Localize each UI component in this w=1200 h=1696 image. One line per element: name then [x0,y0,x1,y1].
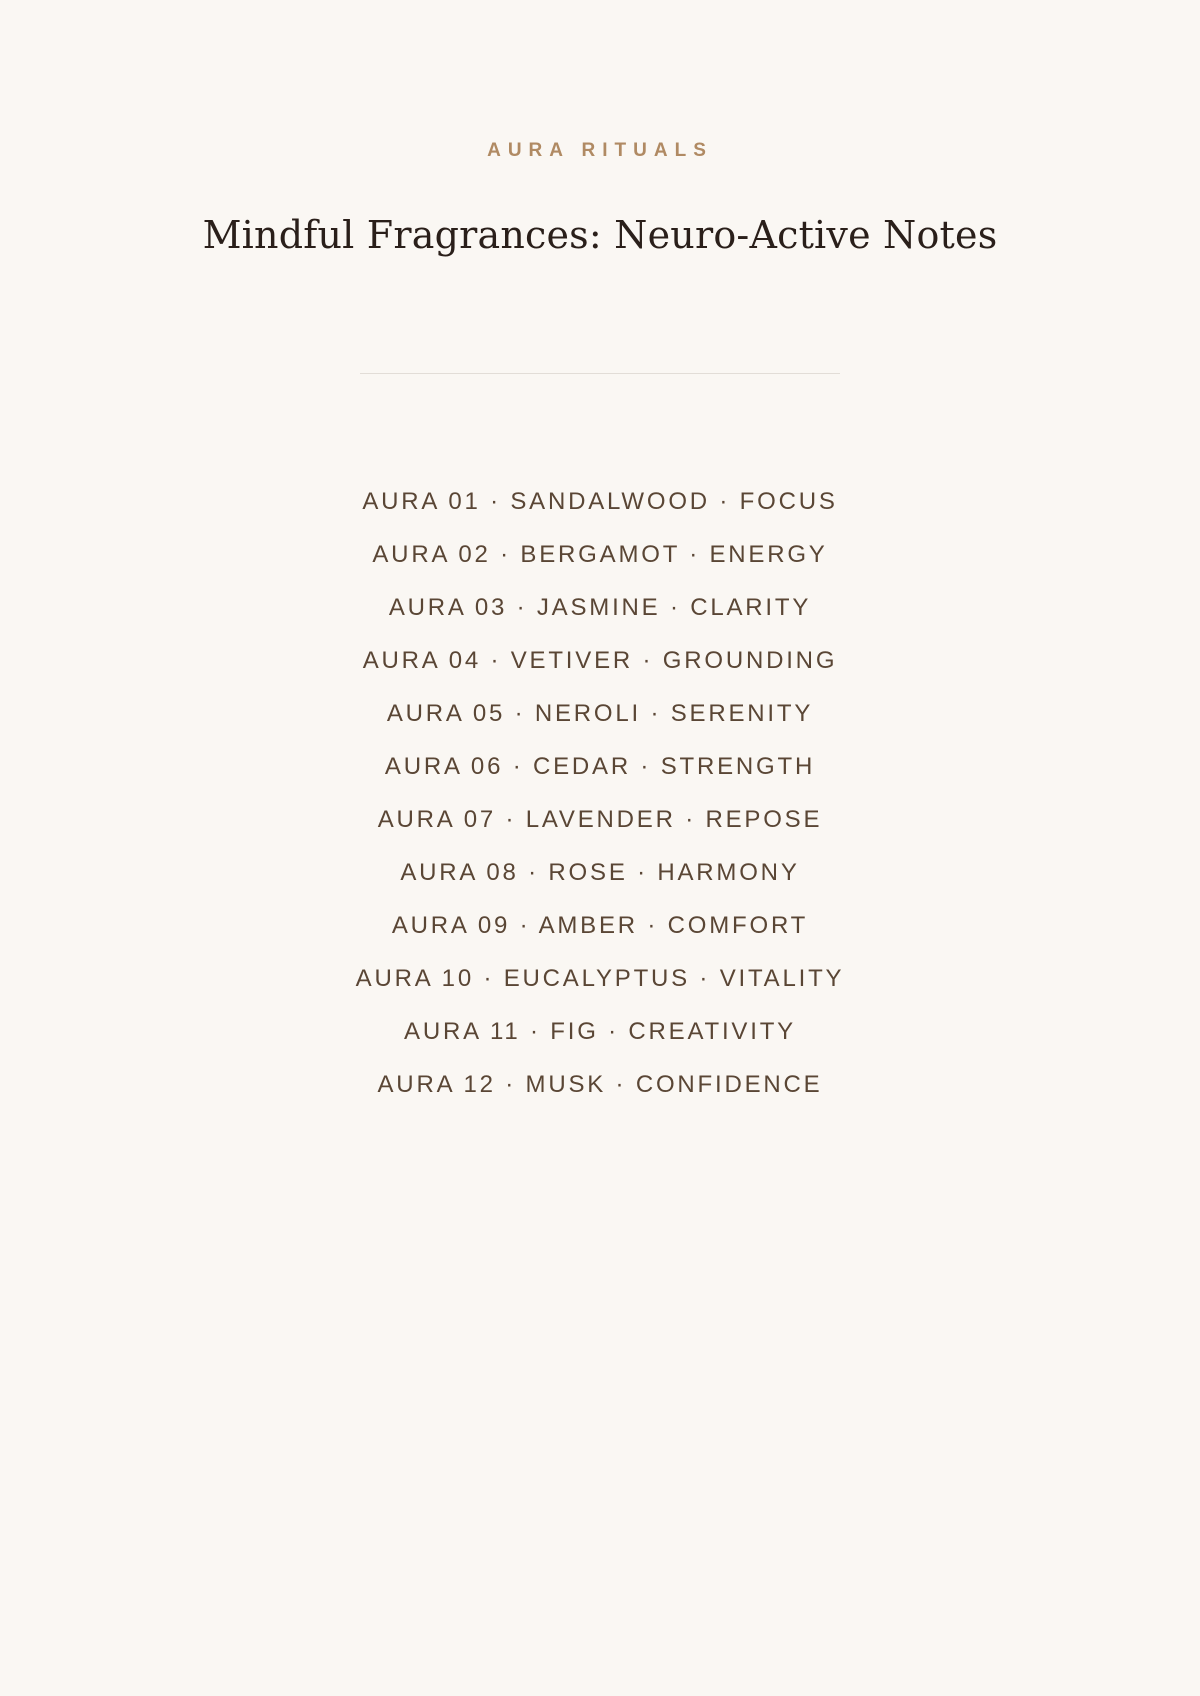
notes-list [0,482,1200,1118]
list-item: AURA 05 · NEROLI · SERENITY [386,700,814,727]
list-item: AURA 10 · EUCALYPTUS · VITALITY [355,965,845,992]
brand-eyebrow: AURA RITUALS [487,140,713,161]
list-item: AURA 12 · MUSK · CONFIDENCE [377,1071,823,1098]
list-item: AURA 08 · ROSE · HARMONY [400,859,800,886]
list-item: AURA 03 · JASMINE · CLARITY [388,594,812,621]
list-item: AURA 02 · BERGAMOT · ENERGY [372,541,828,568]
list-item: AURA 06 · CEDAR · STRENGTH [384,753,816,780]
list-item: AURA 04 · VETIVER · GROUNDING [362,647,838,674]
list-item: AURA 01 · SANDALWOOD · FOCUS [362,488,838,515]
page-title: Mindful Fragrances: Neuro-Active Notes [202,213,998,257]
list-item: AURA 07 · LAVENDER · REPOSE [377,806,823,833]
divider [360,373,840,374]
list-item: AURA 09 · AMBER · COMFORT [391,912,809,939]
list-item: AURA 11 · FIG · CREATIVITY [404,1018,796,1045]
